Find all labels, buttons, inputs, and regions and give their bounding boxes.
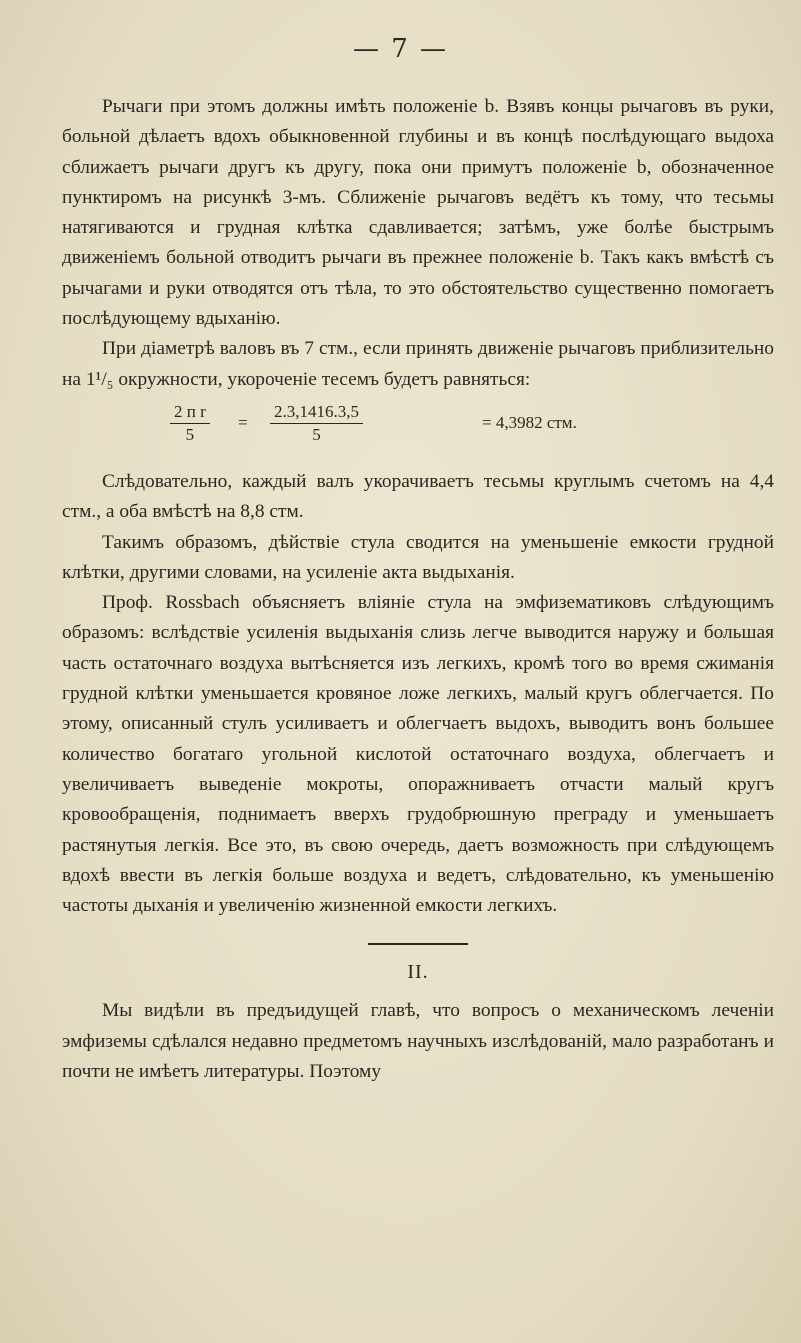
fraction-2 <box>270 401 363 446</box>
paragraph: Проф. Rossbach объясняетъ вліяніе стула на эмфизематиковъ слѣдующимъ образомъ: вслѣдствіе усиленія выдыханія слизь легче выводится наружу и большая часть остаточнаго воздуха вытѣсняется изъ легкихъ, кромѣ того во время сжиманія грудной клѣтки уменьшается кровяное ложе легкихъ, малый кругъ облегчается. По этому, описанный стулъ усиливаетъ и облегчаетъ выдохъ, выводитъ вонъ большее количество богатаго угольной кислотой остаточнаго воздуха, облегчаетъ и увеличиваетъ выведеніе мокроты, опоражниваетъ отчасти малый кругъ кровообращенія, поднимаетъ вверхъ грудобрюшную преграду и уменьшаетъ растянутыя легкія. Все это, въ свою очередь, даетъ возможность при слѣдующемъ вдохѣ ввести въ легкія больше воздуха и ведетъ, слѣдовательно, къ уменьшенію частоты дыханія и увеличенію жизненной емкости легкихъ. <box>62 592 774 917</box>
section-divider <box>368 943 468 945</box>
section-heading: II. <box>407 961 429 984</box>
paragraph: Такимъ образомъ, дѣйствіе стула сводится на уменьшеніе емкости грудной клѣтки, другими словами, на усиленіе акта выдыханія. <box>62 531 774 583</box>
paragraph: При діаметрѣ валовъ въ 7 стм., если принять движеніе рычаговъ приблизительно на 1¹/₅ окружности, укороченіе тесемъ будетъ равняться: <box>62 338 774 390</box>
fraction-2-numerator: 2.3,1416.3,5 <box>270 401 363 424</box>
paragraph: Слѣдовательно, каждый валъ укорачиваетъ тесьмы круглымъ счетомъ на 4,4 стм., а оба вмѣстѣ на 8,8 стм. <box>62 470 774 523</box>
fraction-1 <box>170 401 210 446</box>
page-number: — 7 — <box>352 34 449 64</box>
paragraph: Рычаги при этомъ должны имѣть положеніе b. Взявъ концы рычаговъ въ руки, больной дѣлаетъ вдохъ обыкновенной глубины и въ концѣ послѣдующаго выдоха сближаетъ рычаги другъ къ другу, пока они примутъ положеніе b, обозначенное пунктиромъ на рисункѣ 3-мъ. Сближеніе рычаговъ ведётъ къ тому, что тесьмы натягиваются и грудная клѣтка сдавливается; затѣмъ, уже болѣе быстрымъ движеніемъ больной отводитъ рычаги въ прежнее положеніе b. Такъ какъ вмѣстѣ съ рычагами и руки отводятся отъ тѣла, то это обстоятельство существенно помогаетъ послѣдующему вдыханію. <box>62 96 774 330</box>
formula <box>62 401 774 463</box>
formula-result: = 4,3982 стм. <box>482 412 577 432</box>
page-body <box>62 92 774 1087</box>
fraction-2-denominator: 5 <box>312 424 321 444</box>
fraction-1-numerator: 2 п r <box>170 401 210 424</box>
equals-sign: = <box>238 412 248 432</box>
fraction-1-denominator: 5 <box>185 424 195 444</box>
section-one-continued <box>62 467 774 921</box>
paragraph: Мы видѣли въ предъидущей главѣ, что вопросъ о механическомъ леченіи эмфиземы сдѣлался недавно предметомъ научныхъ изслѣдованій, мало разработанъ и почти не имѣетъ литературы. Поэтому <box>62 1000 774 1083</box>
